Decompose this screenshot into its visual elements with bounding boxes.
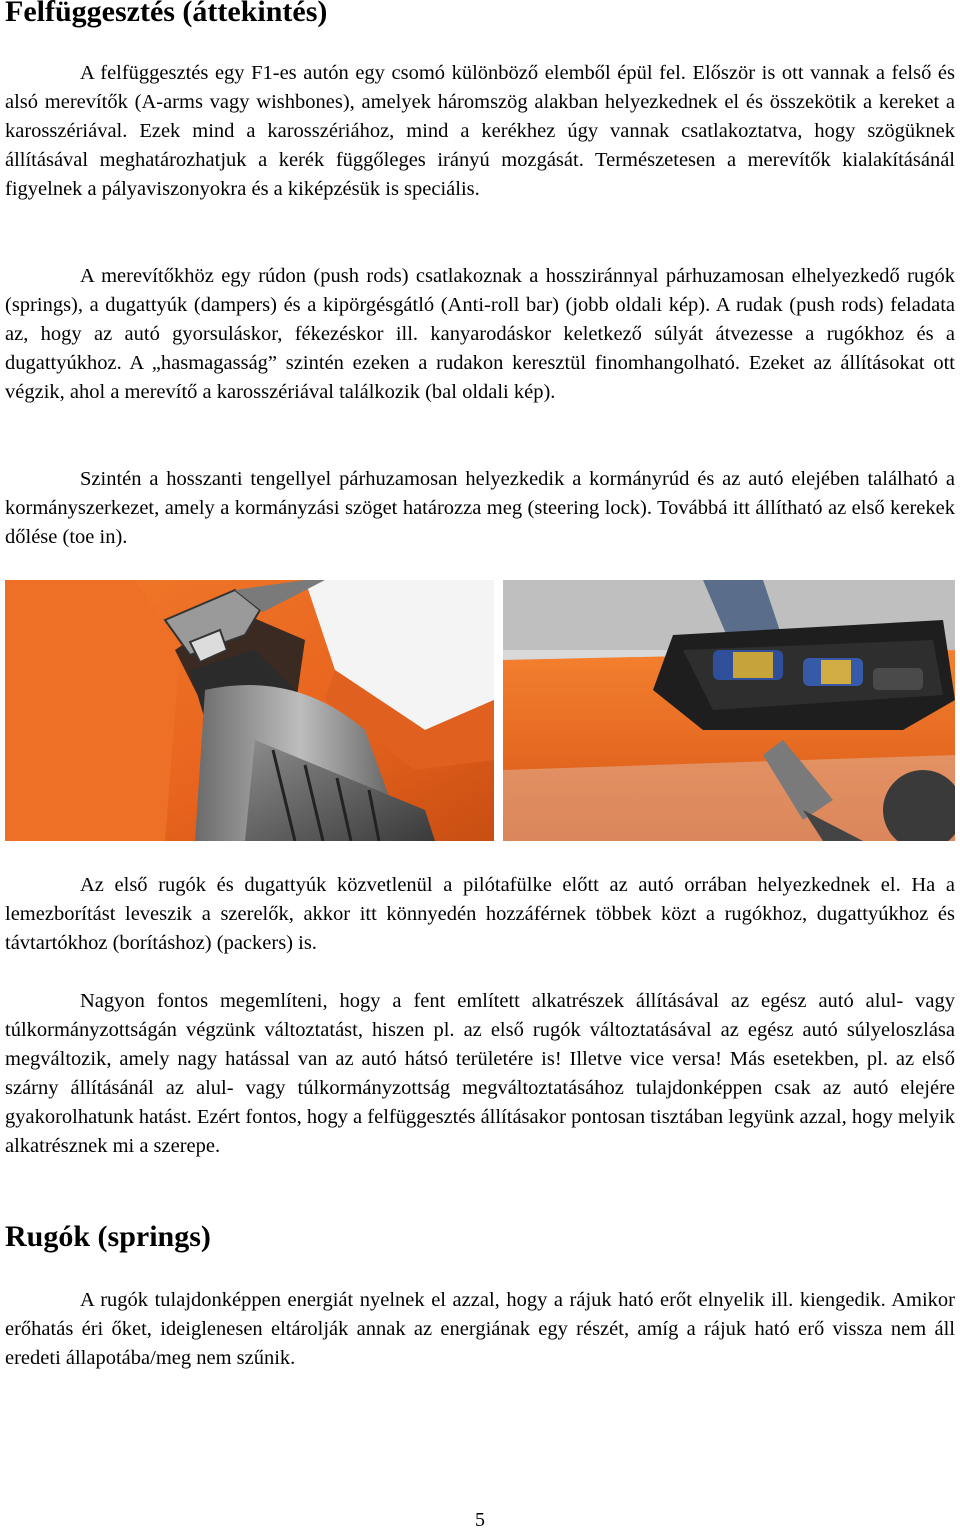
- paragraph-springs-energy: A rugók tulajdonképpen energiát nyelnek el azzal, hogy a rájuk ható erőt elnyelik ill. kiengedik. Amikor erőhatás éri őket, ideiglenesen eltárolják annak az energiának egy részét, amíg a rájuk ható erő vissza nem áll eredeti állapotába/meg nem szűnik.: [5, 1289, 955, 1369]
- photo-left-illustration: [5, 580, 494, 841]
- paragraph-push-rods: A merevítőkhöz egy rúdon (push rods) csatlakoznak a hossziránnyal párhuzamosan elhelyezkedő rugók (springs), a dugattyúk (dampers) és a kipörgésgátló (Anti-roll bar) (jobb oldali kép). A rudak (push rods) feladata az, hogy az autó gyorsuláskor, fékezéskor ill. kanyarodáskor keletkező súlyát átvezesse a rugókhoz és a dugattyúkhoz. A „hasmagasság” szintén ezeken a rudakon keresztül finomhangolható. Ezeket az állításokat ott végzik, ahol a merevítő a karosszériával találkozik (bal oldali kép).: [5, 265, 955, 403]
- paragraph-suspension-components: A felfüggesztés egy F1-es autón egy csomó különböző elemből épül fel. Először is ott vannak a felső és alsó merevítők (A-arms vagy wishbones), amelyek háromszög alakban helyezkednek el és összekötik a kereket a karosszériával. Ezek mind a karosszériához, mind a kerékhez úgy vannak csatlakoztatva, hogy szögüknek állításával meghatározhatjuk a kerék függőleges irányú mozgását. Természetesen a merevítők kialakításánál figyelnek a pályaviszonyokra és a kiképzésük is speciális.: [5, 62, 955, 200]
- paragraph-steering: Szintén a hosszanti tengellyel párhuzamosan helyezkedik a kormányrúd és az autó elejében található a kormányszerkezet, amely a kormányzási szöget határozza meg (steering lock). Továbbá itt állítható az első kerekek dőlése (toe in).: [5, 468, 955, 548]
- section-heading-suspension-overview: Felfüggesztés (áttekintés): [5, 0, 328, 28]
- paragraph-understeer-oversteer: Nagyon fontos megemlíteni, hogy a fent említett alkatrészek állításával az egész autó alul- vagy túlkormányzottságán végzünk változtatást, hiszen pl. az első rugók változtatásával az egész autó súlyeloszlása megváltozik, amely nagy hatással van az autó hátsó területére is! Illetve vice versa! Más esetekben, pl. az első szárny állításánál az alul- vagy túlkormányzottság megváltoztatásához tulajdonképpen csak az autó elejére gyakorolhatunk hatást. Ezért fontos, hogy a felfüggesztés állításakor pontosan tisztában legyünk azzal, hogy melyik alkatrésznek mi a szerepe.: [5, 990, 955, 1157]
- photo-front-springs-dampers: [503, 580, 955, 841]
- photo-right-illustration: [503, 580, 955, 841]
- section-heading-springs: Rugók (springs): [5, 1220, 211, 1253]
- paragraph-front-springs: Az első rugók és dugattyúk közvetlenül a pilótafülke előtt az autó orrában helyezkednek el. Ha a lemezborítást leveszik a szerelők, akkor itt könnyedén hozzáférnek többek közt a rugókhoz, dugattyúkhoz és távtartókhoz (borításhoz) (packers) is.: [5, 874, 955, 954]
- photo-mechanic-adjusting-wishbone: [5, 580, 494, 841]
- page-number: 5: [475, 1509, 485, 1531]
